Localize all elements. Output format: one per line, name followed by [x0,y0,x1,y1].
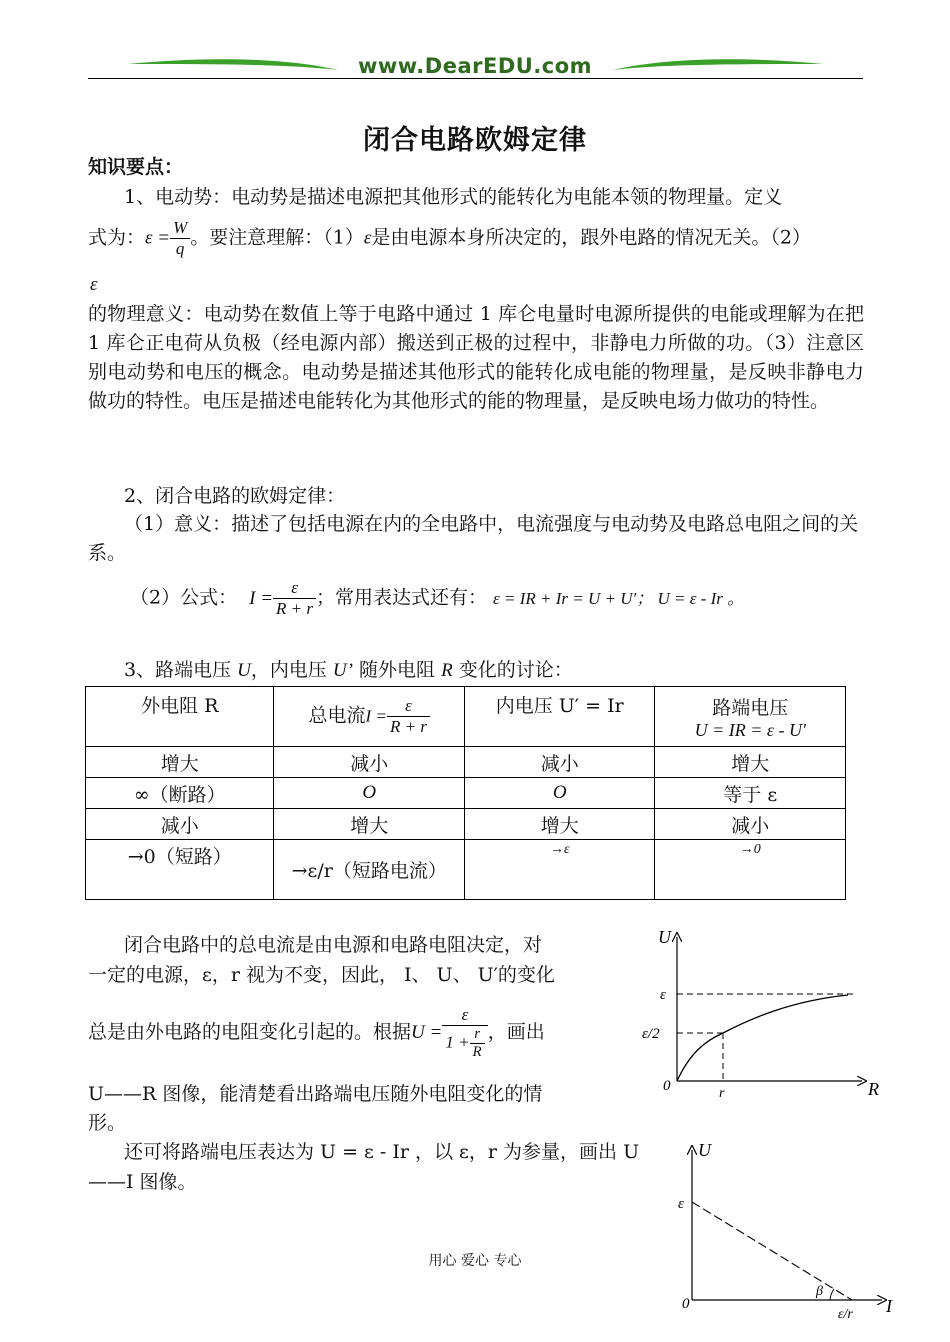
emf-eq-lhs: ε = [145,227,171,249]
s2-heading: 2、闭合电路的欧姆定律： [124,485,346,507]
disc-l3a: 总是由外电路的电阻变化引起的。根据 [88,1021,412,1043]
table-cell: 增大 [274,809,465,840]
u-r-graph [630,925,890,1105]
g1-r: r [719,1086,725,1101]
th-terminal-line2: U = IR = ε - U′ [694,719,806,740]
discussion-table [85,686,846,900]
u-r-curve [677,995,848,1081]
disc-eq-den-num: r [470,1026,485,1044]
disc-l3b: ，画出 [487,1021,545,1043]
table-cell: →0 [655,840,846,900]
disc-p2-l1: 还可将路端电压表达为 U = ε - Ir ，以 ε，r 为参量，画出 U [124,1141,640,1163]
g1-half-eps: ε/2 [642,1026,660,1042]
s1-paragraph: 的物理意义：电动势在数值上等于电路中通过 1 库仑电量时电源所提供的电能或理解为在把 1 库仑正电荷从负极（经电源内部）搬送到正极的过程中，非静电力所做的功。（3）注意区别电动势和电压的概念。电动势是描述其他形式的能转化成电能的物理量，是反映非静电力做功的特性。电压是描述电能转化为其他形式的能的物理量，是反映电场力做功的特性。 [88,303,864,412]
s3-heading-d: 变化的讨论： [452,659,573,681]
s2-formula-line [130,578,744,619]
disc-p2-l2: ——I 图像。 [88,1171,197,1193]
table-cell: 等于 ε [655,778,846,809]
g2-beta: β [816,1284,823,1299]
th-current-den: R + r [389,717,427,736]
g2-origin: 0 [682,1296,690,1312]
disc-l3 [88,1005,545,1061]
th-current-label: 总电流 [308,704,366,727]
table-cell: 增大 [86,747,274,778]
disc-l4: U——R 图像，能清楚看出路端电压随外电阻变化的情 [88,1083,543,1105]
g1-origin: 0 [663,1078,671,1094]
disc-eq-den-a: 1 + [445,1032,470,1052]
table-cell: O [274,778,465,809]
section-label: 知识要点： [88,156,184,178]
formula-fraction [273,578,316,619]
s3-heading-c: 随外电阻 [352,659,442,681]
formula-den: R + r [276,599,314,618]
th-terminal-line1: 路端电压 [712,696,789,719]
page-footer: 用心 爱心 专心 [428,1253,522,1269]
s1-line2b: 。要注意理解：（1） [190,226,364,249]
table-row [86,747,846,778]
disc-eq-num: ε [442,1005,487,1026]
s1-line1: 1、电动势：电动势是描述电源把其他形式的能转化为电能本领的物理量。定义 [124,186,783,208]
g2-y-label: U [698,1140,711,1160]
emf-num: W [170,218,190,239]
disc-eq-den [442,1026,487,1061]
table-row [86,778,846,809]
formula-num: ε [273,578,316,599]
th-terminal-voltage [655,687,846,747]
disc-eq-den-den: R [472,1044,482,1060]
table-cell: O [464,778,655,809]
s1-line2 [88,218,811,259]
s2-meaning: （1）意义：描述了包括电源在内的全电路中，电流强度与电动势及电路总电阻之间的关系。 [88,513,859,564]
th-current [274,687,465,747]
table-header-row [86,687,846,747]
s3-heading-u2: U’ [332,660,353,681]
table-row [86,840,846,900]
disc-eq-subfraction [470,1026,485,1061]
table-row [86,809,846,840]
disc-l5: 形。 [88,1112,127,1134]
th-resistance: 外电阻 R [86,687,274,747]
g2-eps: ε [678,1196,684,1212]
beta-arc [830,1289,834,1300]
table-cell: 减小 [274,747,465,778]
disc-l1: 闭合电路中的总电流是由电源和电路电阻决定，对 [124,934,543,956]
table-cell: 增大 [464,809,655,840]
formula-lhs: I = [249,587,274,609]
header-logo-text: www.DearEDU.com [357,54,593,78]
s1-line2c: 是由电源本身所决定的，跟外电路的情况无关。（2） [371,226,811,249]
g2-x-label: I [886,1296,892,1316]
table-cell: 减小 [86,809,274,840]
disc-eq-lhs: U = [411,1022,443,1043]
page-title: 闭合电路欧姆定律 [363,125,587,156]
g2-x-intercept: ε/r [838,1307,853,1320]
table-cell: 增大 [655,747,846,778]
s3-heading [124,656,573,685]
th-internal-voltage: 内电压 U′ = Ir [464,687,655,747]
table-cell: ∞（断路） [86,778,274,809]
common-label: ；常用表达式还有： [316,586,488,609]
table-cell: →0（短路） [86,840,274,900]
disc-eq-fraction [442,1005,487,1061]
g1-eps: ε [660,987,666,1003]
table-cell: →ε [464,840,655,900]
th-current-lhs: I = [365,706,387,726]
s3-heading-a: 3、路端电压 [124,659,238,681]
table-cell: →ε/r（短路电流） [274,840,465,900]
u-i-graph [660,1140,900,1320]
g1-y-label: U [658,927,671,947]
header-divider [88,78,863,79]
s1-line3: ε [90,274,98,295]
s3-heading-r: R [441,660,453,681]
s3-heading-b: ，内电压 [250,659,333,681]
common-expr: ε = IR + Ir = U + U′； U = ε - Ir 。 [493,588,745,608]
eps-symbol: ε [363,227,372,249]
s3-heading-u: U [237,660,251,681]
table-cell: 减小 [464,747,655,778]
th-current-fraction [387,696,430,737]
disc-l2: 一定的电源，ε，r 视为不变，因此， I、 U、 U′的变化 [88,964,555,986]
table-cell: 减小 [655,809,846,840]
emf-den: q [175,239,185,258]
emf-fraction [170,218,190,259]
formula-label: （2）公式： [130,586,238,609]
s1-line2a: 式为： [88,226,146,249]
g1-x-label: R [868,1079,879,1099]
th-current-num: ε [387,696,430,717]
